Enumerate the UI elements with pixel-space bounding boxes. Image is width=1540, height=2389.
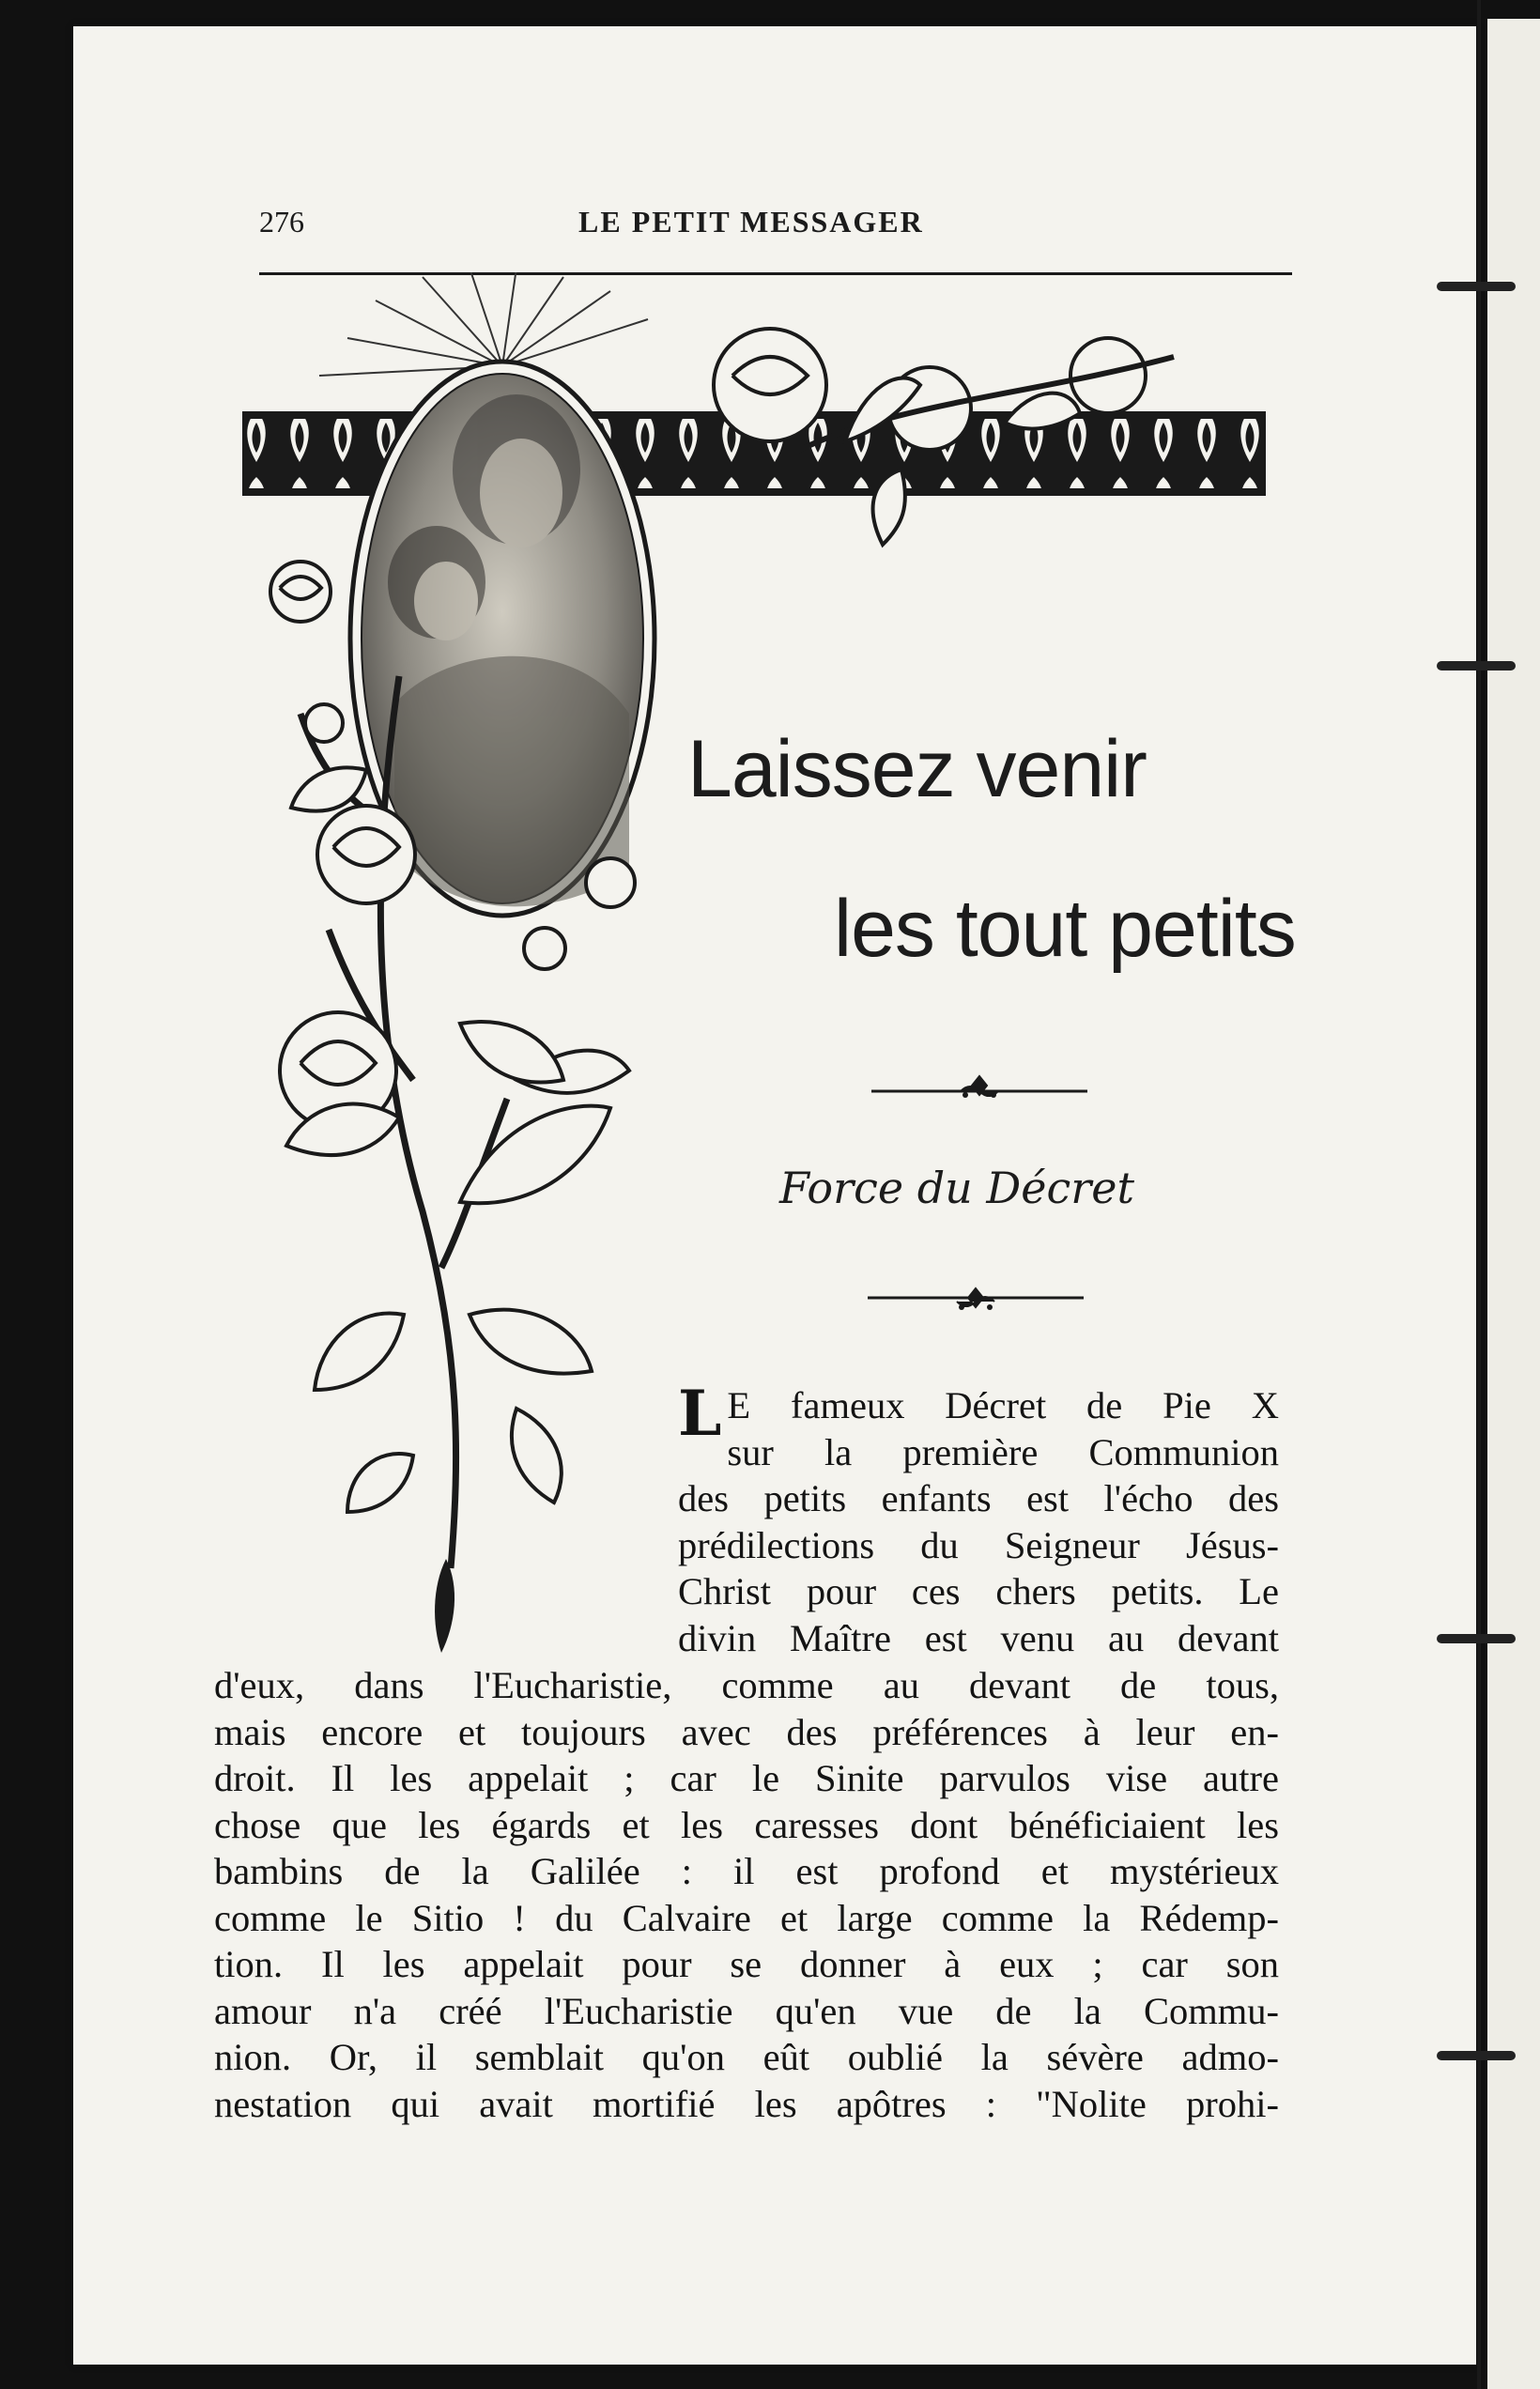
sun-rays	[319, 272, 648, 376]
binding-stitch	[1437, 282, 1516, 291]
text-line: prédilections du Seigneur Jésus-	[678, 1523, 1279, 1566]
binding-stitch	[1437, 1634, 1516, 1643]
text-line: nion. Or, il semblait qu'on eût oublié la sévère admo-	[214, 2036, 1279, 2078]
text-line: nestation qui avait mortifié les apôtres : "Nolite prohi-	[214, 2082, 1279, 2125]
body-text-bottom	[214, 1662, 1279, 2127]
article-subtitle: Force du Décret	[779, 1163, 1134, 1213]
text-line: bambins de la Galilée : il est profond et mystérieux	[214, 1850, 1279, 1892]
body-text-top	[678, 1377, 1279, 1661]
ornamental-divider-top	[871, 1071, 1087, 1108]
text-line: mais encore et toujours avec des préférences à leur en-	[214, 1710, 1279, 1753]
article-title-line-2: les tout petits	[834, 884, 1296, 974]
binding-stitch	[1437, 661, 1516, 670]
text-line: divin Maître est venu au devant	[678, 1616, 1279, 1659]
binding-edge	[1477, 0, 1481, 2389]
text-line: comme le Sitio ! du Calvaire et large comme la Rédemp-	[214, 1896, 1279, 1939]
drop-cap: L	[678, 1377, 722, 1450]
text-line: chose que les égards et les caresses dont bénéficiaient les	[214, 1803, 1279, 1846]
text-line: amour n'a créé l'Eucharistie qu'en vue de la Commu-	[214, 1989, 1279, 2032]
page-header	[259, 199, 1292, 255]
article-title-line-1: Laissez venir	[687, 724, 1147, 814]
text-line: des petits enfants est l'écho des	[678, 1477, 1279, 1519]
page-number: 276	[259, 205, 304, 239]
text-line: d'eux, dans l'Eucharistie, comme au devant de tous,	[214, 1664, 1279, 1706]
running-head: LE PETIT MESSAGER	[578, 205, 924, 239]
ornamental-divider-bottom	[868, 1283, 1084, 1320]
text-line: sur la première Communion	[727, 1430, 1279, 1473]
facing-page-edge	[1487, 19, 1540, 2389]
binding-stitch	[1437, 2051, 1516, 2060]
text-line: tion. Il les appelait pour se donner à eux ; car son	[214, 1943, 1279, 1985]
stem-end	[435, 1559, 454, 1653]
text-line: droit. Il les appelait ; car le Sinite parvulos vise autre	[214, 1757, 1279, 1799]
text-line: E fameux Décret de Pie X	[727, 1384, 1279, 1426]
text-line: Christ pour ces chers petits. Le	[678, 1570, 1279, 1612]
